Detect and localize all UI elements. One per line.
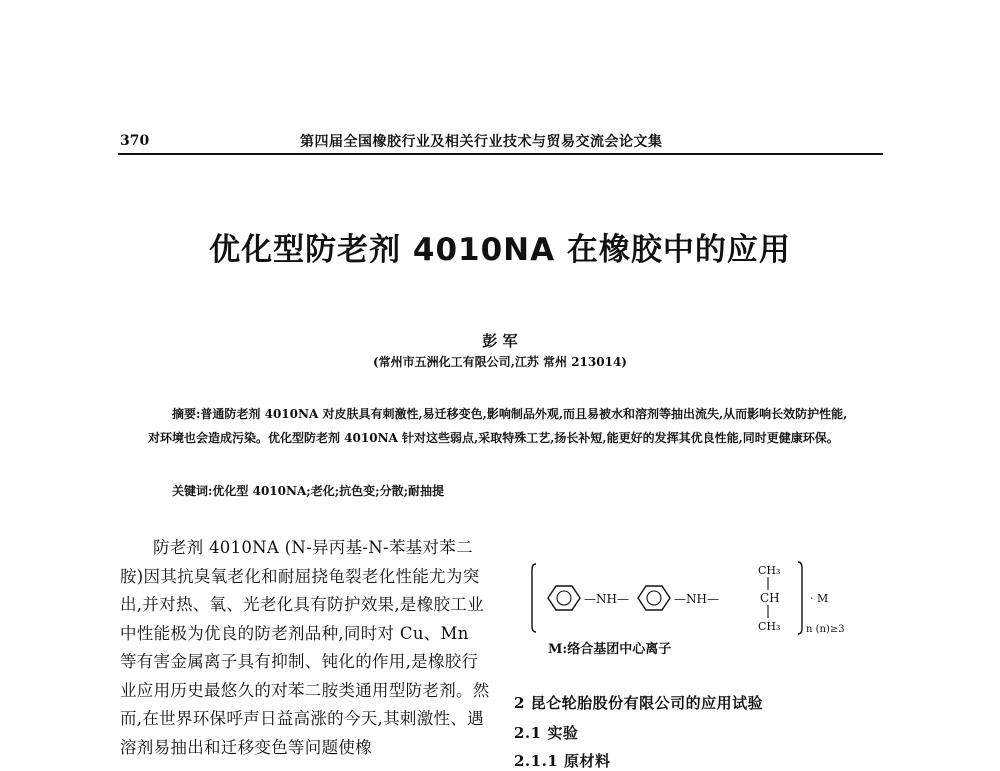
benzene-ring-1-icon (548, 586, 580, 610)
formula-dot-m: · M (810, 592, 829, 605)
formula-nh-2: —NH— (674, 592, 719, 606)
left-bracket (532, 564, 536, 632)
section-heading-2: 2 昆仑轮胎股份有限公司的应用试验 (514, 694, 764, 712)
formula-ch: CH (760, 591, 780, 605)
paper-title: 优化型防老剂 4010NA 在橡胶中的应用 (209, 232, 791, 268)
header-rule (118, 153, 883, 155)
chemical-structure-formula (520, 550, 890, 650)
body-paragraph: 防老剂 4010NA (N-异丙基-N-苯基对苯二胺)因其抗臭氧老化和耐屈挠龟裂老化性能尤为突出,并对热、氧、光老化具有防护效果,是橡胶工业中性能极为优良的防老剂品种,同时对 Cu、Mn 等有害金属离子具有抑制、钝化的作用,是橡胶行业应用历史最悠久的对苯二胺类通用型防老剂。然而,在世界环保呼声日益高涨的今天,其刺激性、遇溶剂易抽出和迁移变色等问题使橡 (120, 538, 490, 757)
formula-subscript: n (n)≥3 (806, 624, 845, 635)
formula-ch3-bottom: CH₃ (758, 620, 781, 633)
section-heading-2-1-1: 2.1.1 原材料 (514, 752, 611, 770)
formula-nh-1: —NH— (584, 592, 629, 606)
section-heading-2-1: 2.1 实验 (514, 724, 579, 742)
formula-ch3-top: CH₃ (758, 564, 781, 577)
right-bracket (798, 562, 802, 634)
abstract: 摘要:普通防老剂 4010NA 对皮肤具有刺激性,易迁移变色,影响制品外观,而且易被水和溶剂等抽出流失,从而影响长效防护性能,对环境也会造成污染。优化型防老剂 4010NA 针对这些弱点,采取特殊工艺,扬长补短,能更好的发挥其优良性能,同时更健康环保。 (148, 407, 848, 445)
author: 彭 军 (482, 332, 518, 350)
affiliation: (常州市五洲化工有限公司,江苏 常州 213014) (373, 355, 627, 369)
benzene-ring-2-icon (638, 586, 670, 610)
page-number: 370 (120, 133, 150, 149)
running-title: 第四届全国橡胶行业及相关行业技术与贸易交流会论文集 (300, 134, 663, 150)
keywords: 关键词:优化型 4010NA;老化;抗色变;分散;耐抽提 (172, 484, 445, 498)
formula-caption: M:络合基团中心离子 (548, 642, 672, 657)
